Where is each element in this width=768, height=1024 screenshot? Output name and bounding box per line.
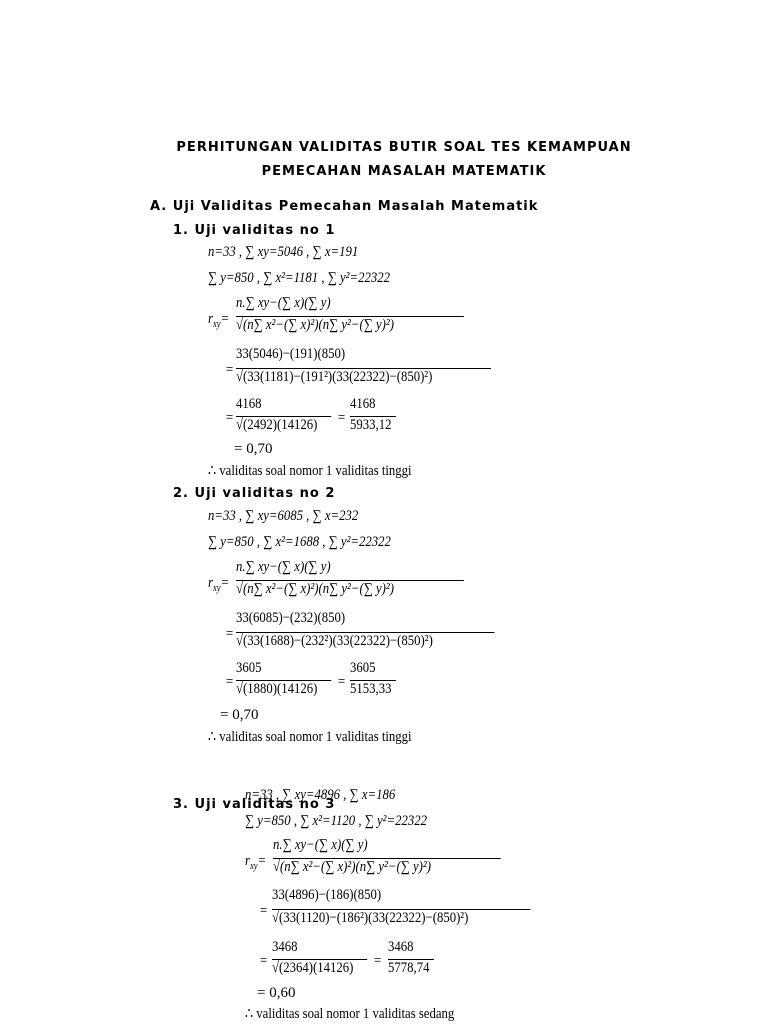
step2b-numerator: 4168 <box>350 396 376 412</box>
given-values-1: n=33 , ∑ xy=6085 , ∑ x=232 <box>208 508 359 524</box>
step1-numerator: 33(5046)−(191)(850) <box>236 346 346 362</box>
step2-numerator: 3468 <box>272 939 298 955</box>
equals-sign: = <box>338 674 346 690</box>
item-heading: 2. Uji validitas no 2 <box>173 486 336 501</box>
step2b-numerator: 3468 <box>388 939 414 955</box>
result-value: = 0,60 <box>257 985 296 1001</box>
result-value: = 0,70 <box>220 707 259 723</box>
item-heading: 1. Uji validitas no 1 <box>173 223 336 238</box>
equals-sign: = <box>260 903 268 919</box>
step1-denominator: √(33(1688)−(232²)(33(22322)−(850)²) <box>236 633 433 649</box>
equals-sign: = <box>226 674 234 690</box>
formula-denominator: √(n∑ x²−(∑ x)²)(n∑ y²−(∑ y)²) <box>236 317 394 333</box>
r-label: $r_{xy}=$ <box>208 311 230 330</box>
document-title-line-1: PERHITUNGAN VALIDITAS BUTIR SOAL TES KEMAMPUAN <box>176 140 632 155</box>
formula-numerator: n.∑ xy−(∑ x)(∑ y) <box>236 295 331 311</box>
given-values-1: n=33 , ∑ xy=4896 , ∑ x=186 <box>245 787 396 803</box>
r-label: $r_{xy}=$ <box>245 853 267 872</box>
step2-numerator: 4168 <box>236 396 262 412</box>
step2-denominator: √(2364)(14126) <box>272 960 354 976</box>
step2-denominator: √(1880)(14126) <box>236 681 318 697</box>
formula-numerator: n.∑ xy−(∑ x)(∑ y) <box>273 837 368 853</box>
given-values-1: n=33 , ∑ xy=5046 , ∑ x=191 <box>208 244 359 260</box>
step1-denominator: √(33(1120)−(186²)(33(22322)−(850)²) <box>272 910 469 926</box>
document-title-line-2: PEMECAHAN MASALAH MATEMATIK <box>261 164 547 179</box>
item-heading: 3. Uji validitas no 3 <box>173 797 336 812</box>
equals-sign: = <box>226 626 234 642</box>
formula-denominator: √(n∑ x²−(∑ x)²)(n∑ y²−(∑ y)²) <box>273 859 431 875</box>
step1-denominator: √(33(1181)−(191²)(33(22322)−(850)²) <box>236 369 433 385</box>
r-label: $r_{xy}=$ <box>208 575 230 594</box>
equals-sign: = <box>260 953 268 969</box>
conclusion-text: ∴ validitas soal nomor 1 validitas tinggi <box>208 729 412 745</box>
conclusion-text: ∴ validitas soal nomor 1 validitas sedang <box>245 1006 455 1022</box>
equals-sign: = <box>226 410 234 426</box>
step2-denominator: √(2492)(14126) <box>236 417 318 433</box>
step1-numerator: 33(4896)−(186)(850) <box>272 887 382 903</box>
step2b-denominator: 5933,12 <box>350 417 392 433</box>
step1-numerator: 33(6085)−(232)(850) <box>236 610 346 626</box>
step2b-denominator: 5778,74 <box>388 960 430 976</box>
given-values-2: ∑ y=850 , ∑ x²=1181 , ∑ y²=22322 <box>208 270 390 286</box>
step2b-numerator: 3605 <box>350 660 376 676</box>
section-heading: A. Uji Validitas Pemecahan Masalah Matematik <box>150 199 539 214</box>
formula-denominator: √(n∑ x²−(∑ x)²)(n∑ y²−(∑ y)²) <box>236 581 394 597</box>
equals-sign: = <box>374 953 382 969</box>
equals-sign: = <box>226 362 234 378</box>
result-value: = 0,70 <box>234 441 273 457</box>
equals-sign: = <box>338 410 346 426</box>
conclusion-text: ∴ validitas soal nomor 1 validitas tinggi <box>208 463 412 479</box>
step2-numerator: 3605 <box>236 660 262 676</box>
given-values-2: ∑ y=850 , ∑ x²=1120 , ∑ y²=22322 <box>245 813 427 829</box>
step2b-denominator: 5153,33 <box>350 681 392 697</box>
given-values-2: ∑ y=850 , ∑ x²=1688 , ∑ y²=22322 <box>208 534 391 550</box>
formula-numerator: n.∑ xy−(∑ x)(∑ y) <box>236 559 331 575</box>
